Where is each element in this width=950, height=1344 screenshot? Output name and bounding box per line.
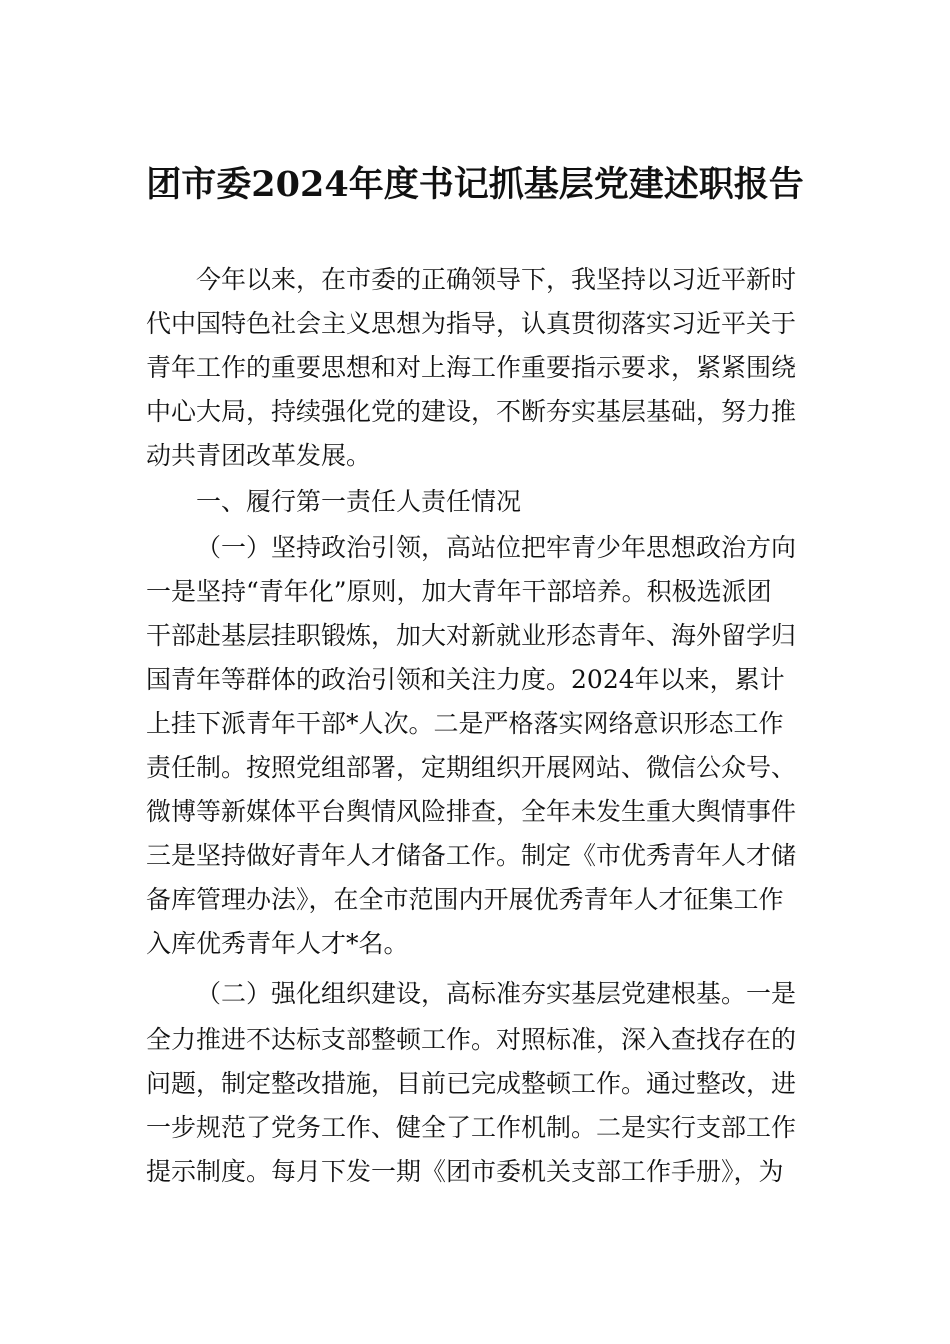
subsection-heading: （二）强化组织建设，高标准夯实基层党建根基。一是 xyxy=(196,979,797,1008)
paragraph-line: 三是坚持做好青年人才储备工作。制定《市优秀青年人才储 xyxy=(146,841,797,870)
paragraph-line: 动共青团改革发展。 xyxy=(146,441,372,470)
section-heading: 一、履行第一责任人责任情况 xyxy=(196,487,522,516)
paragraph-line: 备库管理办法》，在全市范围内开展优秀青年人才征集工作 xyxy=(146,885,784,914)
paragraph-line: 今年以来，在市委的正确领导下，我坚持以习近平新时 xyxy=(196,265,797,294)
paragraph-line: 干部赴基层挂职锻炼，加大对新就业形态青年、海外留学归 xyxy=(146,621,797,650)
paragraph-line: 青年工作的重要思想和对上海工作重要指示要求，紧紧围绕 xyxy=(146,353,797,382)
paragraph-line: 国青年等群体的政治引领和关注力度。2024年以来，累计 xyxy=(146,665,785,694)
paragraph-line: 入库优秀青年人才*名。 xyxy=(146,929,409,958)
paragraph-line: 微博等新媒体平台舆情风险排查，全年未发生重大舆情事件 xyxy=(146,797,797,826)
paragraph-line: 上挂下派青年干部*人次。二是严格落实网络意识形态工作 xyxy=(146,709,784,738)
paragraph-line: 提示制度。每月下发一期《团市委机关支部工作手册》，为 xyxy=(146,1157,784,1186)
paragraph-line: 一步规范了党务工作、健全了工作机制。二是实行支部工作 xyxy=(146,1113,797,1142)
paragraph-line: 代中国特色社会主义思想为指导，认真贯彻落实习近平关于 xyxy=(146,309,797,338)
subsection-heading: （一）坚持政治引领，高站位把牢青少年思想政治方向 xyxy=(196,533,797,562)
paragraph-line: 问题，制定整改措施，目前已完成整顿工作。通过整改，进 xyxy=(146,1069,797,1098)
paragraph-line: 中心大局，持续强化党的建设，不断夯实基层基础，努力推 xyxy=(146,397,797,426)
paragraph-line: 全力推进不达标支部整顿工作。对照标准，深入查找存在的 xyxy=(146,1025,797,1054)
paragraph-line: 一是坚持“青年化”原则，加大青年干部培养。积极选派团 xyxy=(146,577,772,606)
paragraph-line: 责任制。按照党组部署，定期组织开展网站、微信公众号、 xyxy=(146,753,797,782)
document-title: 团市委2024年度书记抓基层党建述职报告 xyxy=(146,164,804,205)
